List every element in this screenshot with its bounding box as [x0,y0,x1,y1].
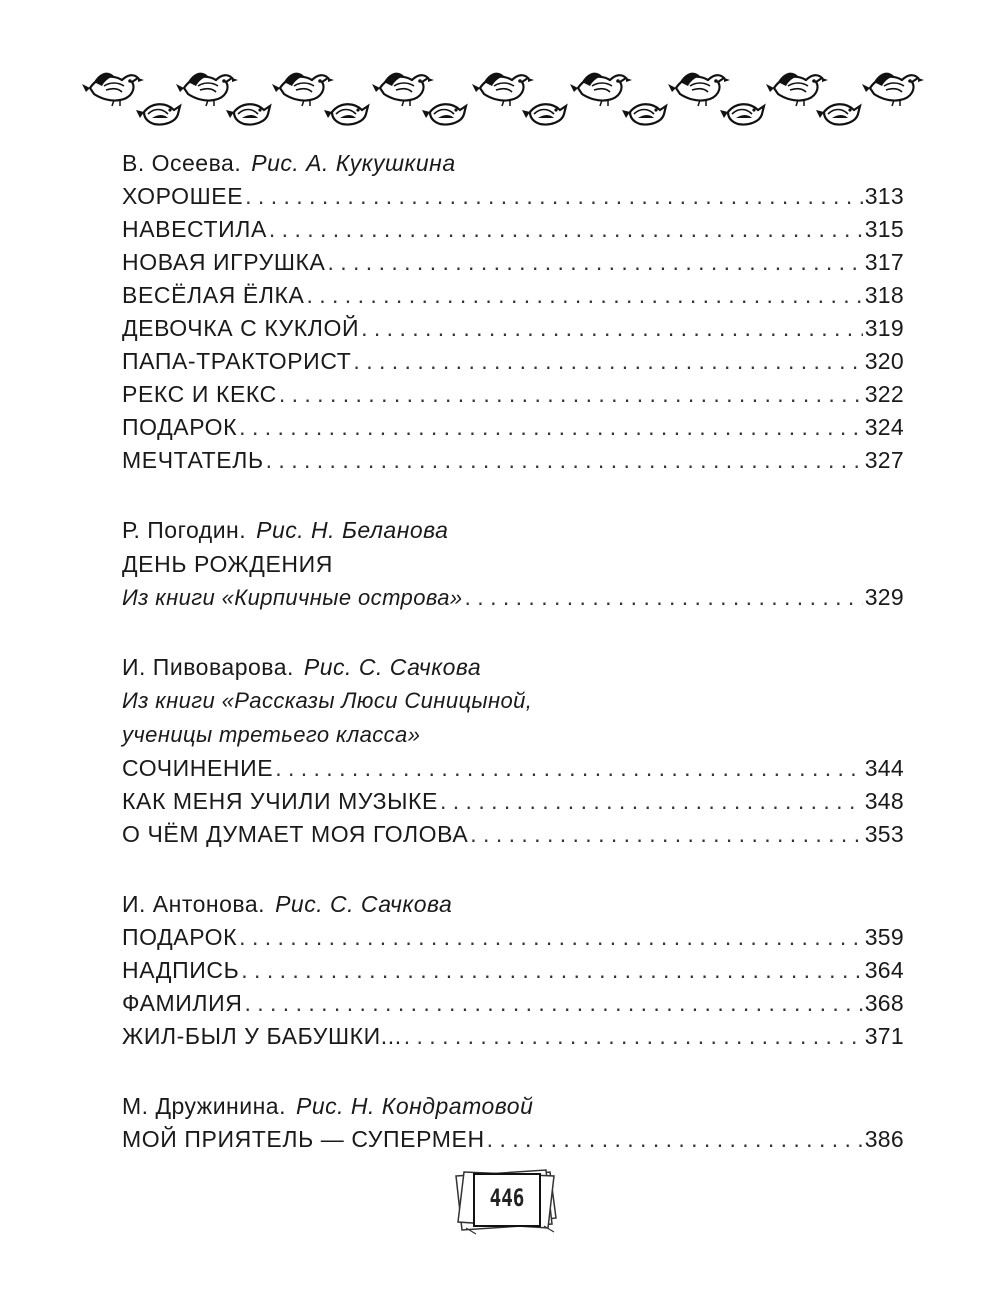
entry-page: 364 [864,957,904,983]
toc-section-oseeva [122,146,904,477]
entry-page: 371 [864,1023,904,1049]
dot-leader [275,752,863,785]
dot-leader [470,818,862,851]
entry-page: 348 [864,788,904,814]
toc-entry[interactable] [122,1123,904,1156]
dot-leader [239,411,863,444]
entry-title: ПОДАРОК [122,924,238,950]
entry-page: 319 [864,315,904,341]
author-line [122,1089,904,1123]
entry-title: КАК МЕНЯ УЧИЛИ МУЗЫКЕ [122,788,438,814]
entry-page: 315 [864,216,904,242]
toc-entry[interactable] [122,213,904,246]
toc-entry[interactable] [122,312,904,345]
entry-page: 368 [864,990,904,1016]
entry-page: 317 [864,249,904,275]
entry-page: 344 [864,755,904,781]
illustrator-credit: Рис. Н. Беланова [256,517,449,543]
dot-leader [266,444,863,477]
entry-title: ФАМИЛИЯ [122,990,243,1016]
toc-entry[interactable] [122,180,904,213]
dot-leader [306,279,862,312]
toc-entry[interactable] [122,581,904,614]
story-title: ДЕНЬ РОЖДЕНИЯ [122,551,333,577]
author-line [122,650,904,684]
entry-page: 320 [864,348,904,374]
entry-title: МОЙ ПРИЯТЕЛЬ — СУПЕРМЕН [122,1126,485,1152]
entry-page: 329 [864,584,904,610]
entry-source: Из книги «Кирпичные острова» [122,585,463,610]
dot-leader [465,581,863,614]
author-name: И. Антонова. [122,891,266,917]
author-line [122,513,904,547]
illustrator-credit: Рис. Н. Кондратовой [295,1093,534,1119]
dot-leader [327,246,862,279]
dot-leader [353,345,862,378]
entry-title: ПОДАРОК [122,414,238,440]
entry-title: НОВАЯ ИГРУШКА [122,249,326,275]
entry-title: МЕЧТАТЕЛЬ [122,447,264,473]
toc-entry[interactable] [122,1020,904,1053]
dot-leader [361,312,863,345]
entry-title: О ЧЁМ ДУМАЕТ МОЯ ГОЛОВА [122,821,469,847]
toc-entry[interactable] [122,411,904,444]
toc-entry[interactable] [122,378,904,411]
toc-entry[interactable] [122,345,904,378]
book-source-line: ученицы третьего класса» [122,722,421,747]
author-name: В. Осеева. [122,150,242,176]
entry-title: РЕКС И КЕКС [122,381,277,407]
entry-title: ДЕВОЧКА С КУКЛОЙ [122,315,360,341]
birds-border-icon [80,60,930,140]
toc-entry[interactable] [122,752,904,785]
toc-section-antonova [122,887,904,1053]
dot-leader [279,378,863,411]
toc-entry[interactable] [122,987,904,1020]
entry-title: НАВЕСТИЛА [122,216,267,242]
entry-title: НАДПИСЬ [122,957,240,983]
toc-section-druzhinina [122,1089,904,1156]
toc-section-pivovarova [122,650,904,851]
dot-leader [404,1020,863,1053]
toc-entry[interactable] [122,444,904,477]
entry-page: 353 [864,821,904,847]
author-name: Р. Погодин. [122,517,247,543]
entry-page: 386 [864,1126,904,1152]
entry-page: 327 [864,447,904,473]
toc-entry[interactable] [122,279,904,312]
toc-section-pogodin [122,513,904,614]
entry-title: ХОРОШЕЕ [122,183,244,209]
toc-entry[interactable] [122,785,904,818]
table-of-contents [122,146,904,1156]
dot-leader [487,1123,863,1156]
toc-entry[interactable] [122,921,904,954]
book-source-line: Из книги «Рассказы Люси Синицыной, [122,688,533,713]
entry-title: ПАПА-ТРАКТОРИСТ [122,348,352,374]
entry-page: 359 [864,924,904,950]
entry-page: 318 [864,282,904,308]
entry-title: СОЧИНЕНИЕ [122,755,274,781]
toc-entry[interactable] [122,954,904,987]
dot-leader [245,180,863,213]
dot-leader [239,921,863,954]
dot-leader [241,954,862,987]
dot-leader [244,987,862,1020]
toc-entry[interactable] [122,818,904,851]
author-line [122,887,904,921]
illustrator-credit: Рис. А. Кукушкина [251,150,456,176]
dot-leader [269,213,863,246]
dot-leader [440,785,863,818]
entry-title: ВЕСЁЛАЯ ЁЛКА [122,282,305,308]
author-name: М. Дружинина. [122,1093,286,1119]
page-number: 446 [489,1184,525,1212]
author-name: И. Пивоварова. [122,654,294,680]
entry-page: 313 [864,183,904,209]
entry-page: 324 [864,414,904,440]
entry-page: 322 [864,381,904,407]
illustrator-credit: Рис. С. Сачкова [303,654,482,680]
illustrator-credit: Рис. С. Сачкова [275,891,453,917]
toc-entry[interactable] [122,246,904,279]
author-line [122,146,904,180]
entry-title: ЖИЛ-БЫЛ У БАБУШКИ... [122,1023,402,1049]
page-number-badge [452,1166,562,1236]
